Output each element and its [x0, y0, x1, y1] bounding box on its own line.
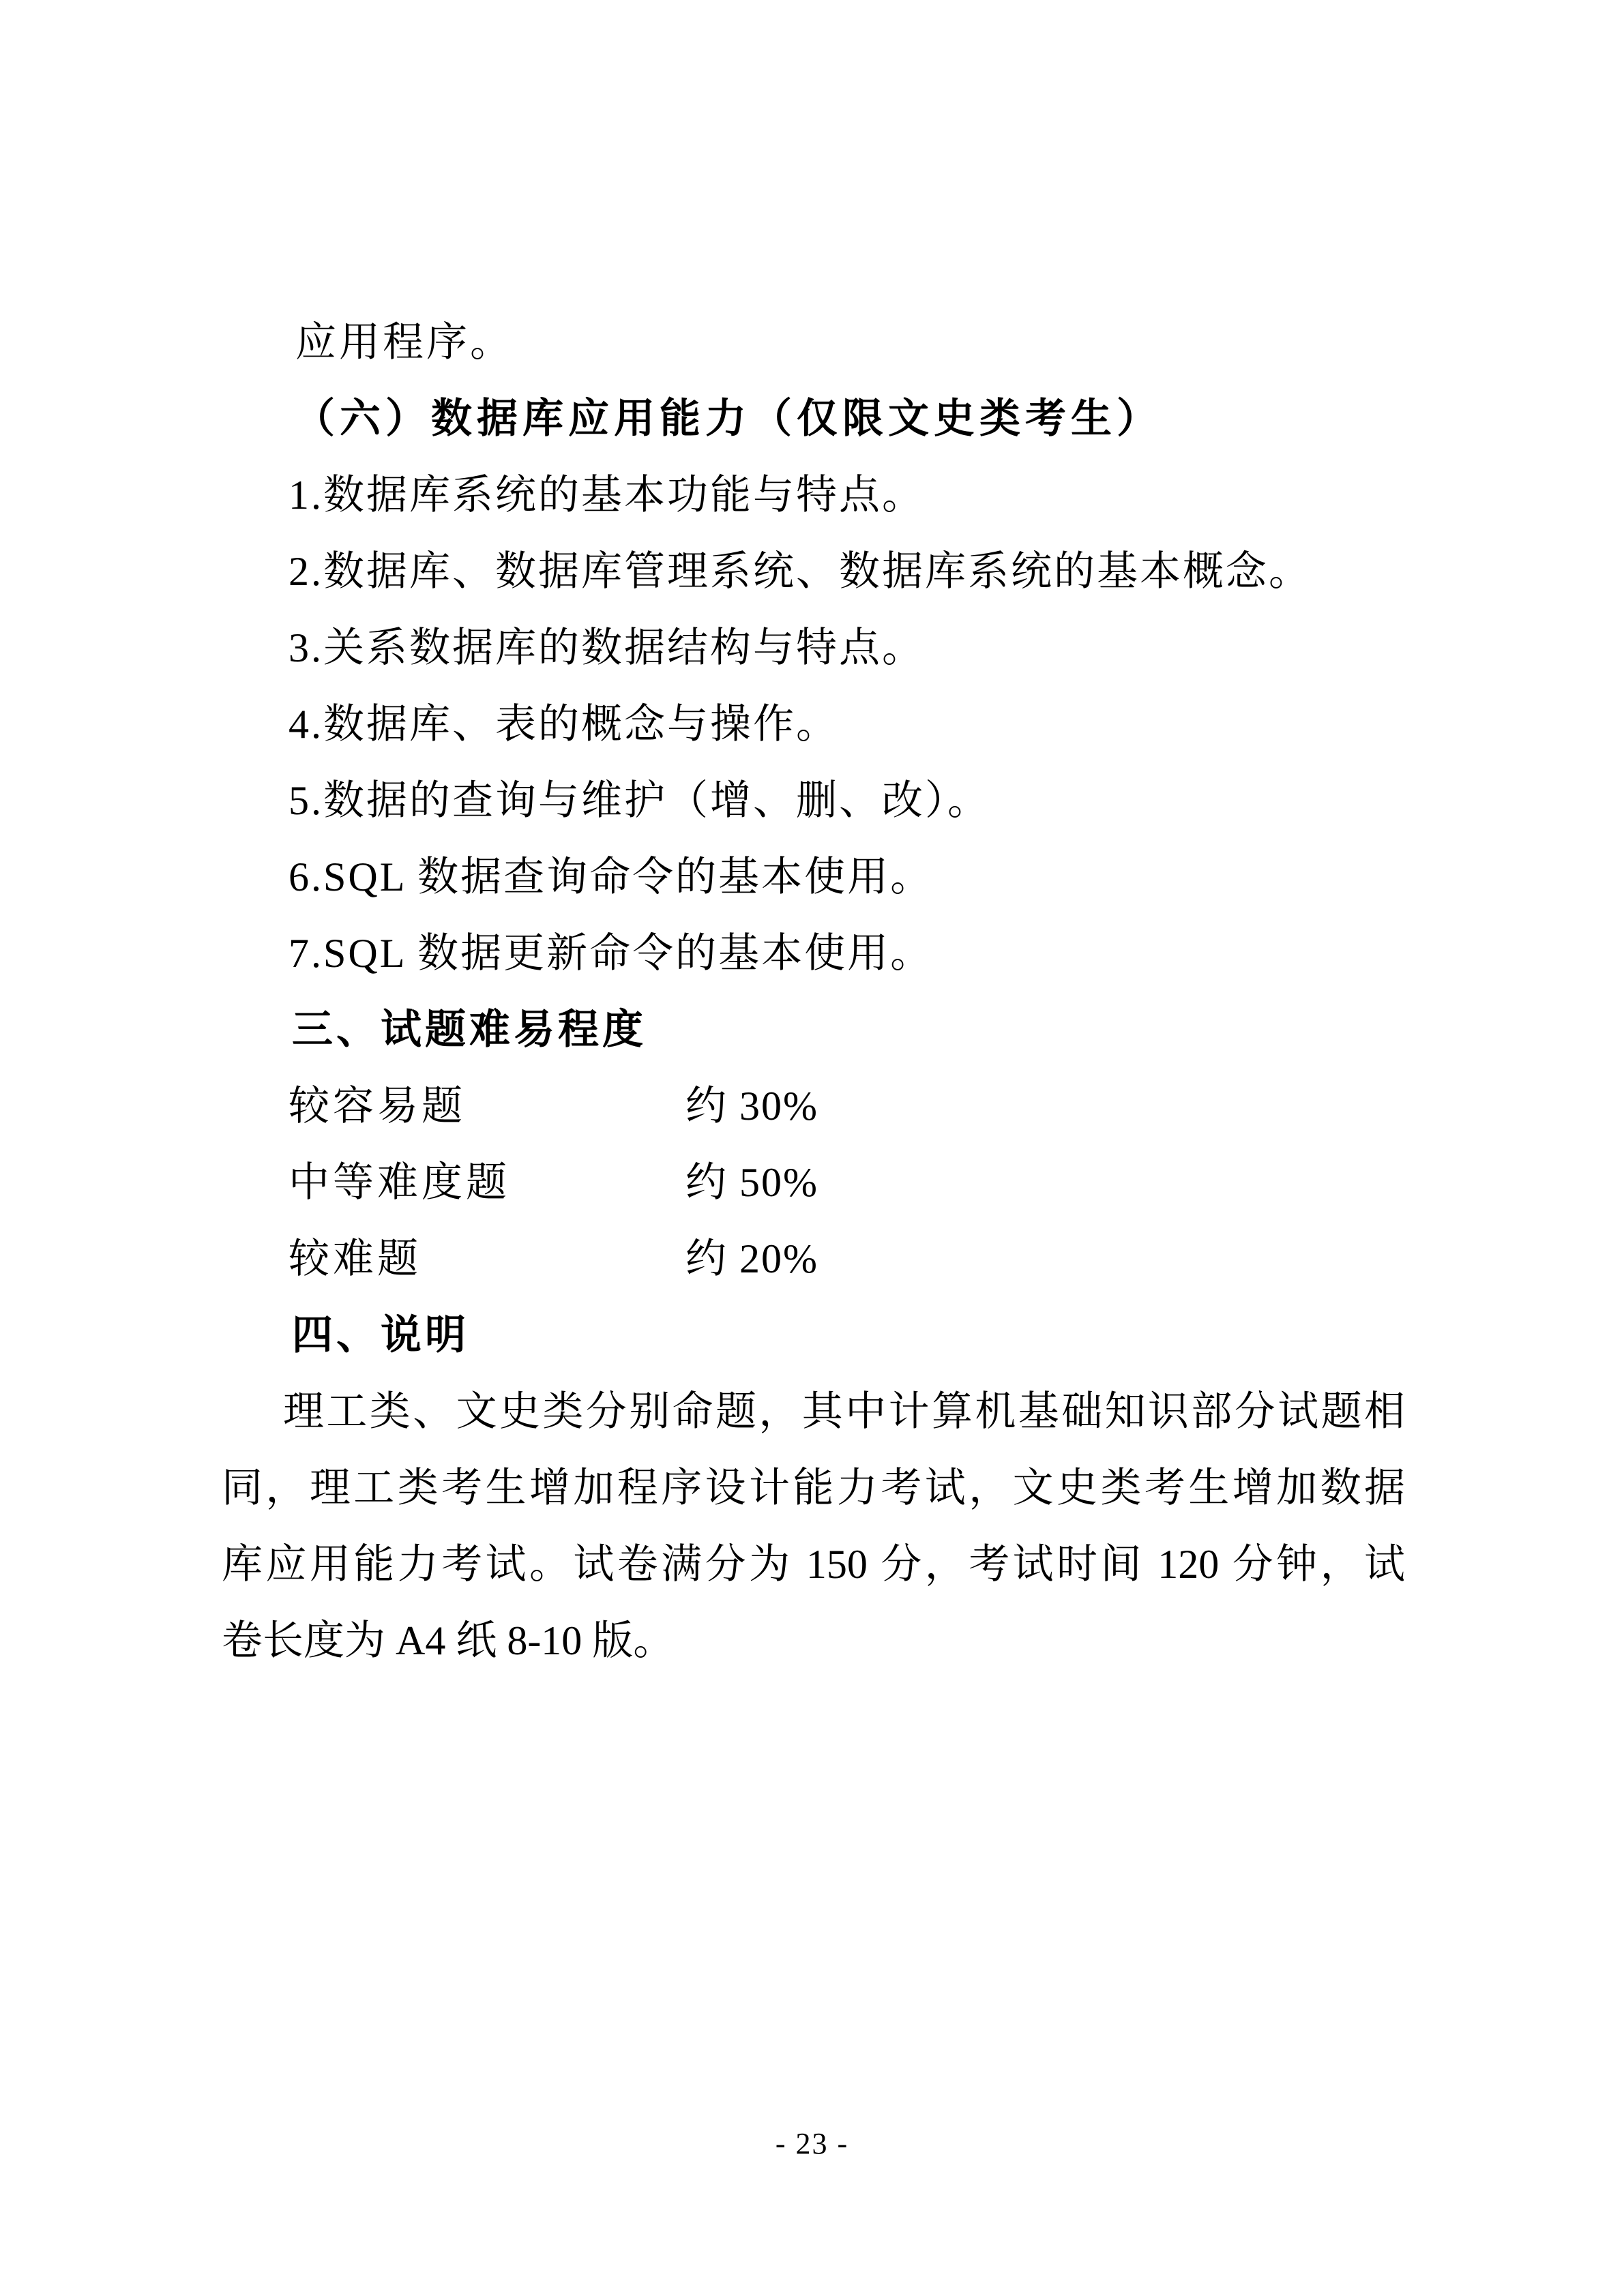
notes-paragraph-line: 同，理工类考生增加程序设计能力考试，文史类考生增加数据: [222, 1465, 1405, 1510]
difficulty-label: 较难题: [289, 1236, 422, 1281]
syllabus-item-6: 6.SQL 数据查询命令的基本使用。: [289, 854, 934, 899]
difficulty-row-medium: [222, 1144, 1405, 1221]
continuation-text: 应用程序。: [295, 320, 514, 365]
difficulty-value: 约 30%: [685, 1084, 818, 1129]
section-six-heading: （六）数据库应用能力（仅限文史类考生）: [294, 396, 1162, 441]
difficulty-label: 中等难度题: [289, 1160, 510, 1205]
notes-heading: 四、说明: [292, 1312, 469, 1358]
difficulty-value: 约 50%: [685, 1160, 818, 1205]
difficulty-label: 较容易题: [289, 1084, 466, 1129]
notes-paragraph-line: 理工类、文史类分别命题，其中计算机基础知识部分试题相: [283, 1389, 1405, 1434]
syllabus-item-5: 5.数据的查询与维护（增、删、改）。: [289, 778, 990, 823]
notes-paragraph-line: 卷长度为 A4 纸 8-10 版。: [222, 1618, 675, 1663]
syllabus-item-2: 2.数据库、数据库管理系统、数据库系统的基本概念。: [289, 549, 1312, 594]
difficulty-heading: 三、试题难易程度: [292, 1007, 647, 1052]
difficulty-row-easy: [222, 1068, 1405, 1144]
syllabus-item-7: 7.SQL 数据更新命令的基本使用。: [289, 931, 934, 976]
syllabus-item-3: 3.关系数据库的数据结构与特点。: [289, 625, 925, 670]
difficulty-value: 约 20%: [685, 1236, 818, 1281]
syllabus-item-4: 4.数据库、表的概念与操作。: [289, 702, 839, 747]
document-body: [222, 304, 1405, 1679]
page-number: - 23 -: [775, 2127, 849, 2160]
difficulty-row-hard: [222, 1221, 1405, 1297]
syllabus-item-1: 1.数据库系统的基本功能与特点。: [289, 473, 925, 518]
notes-paragraph-line: 库应用能力考试。试卷满分为 150 分，考试时间 120 分钟，试: [222, 1542, 1405, 1587]
